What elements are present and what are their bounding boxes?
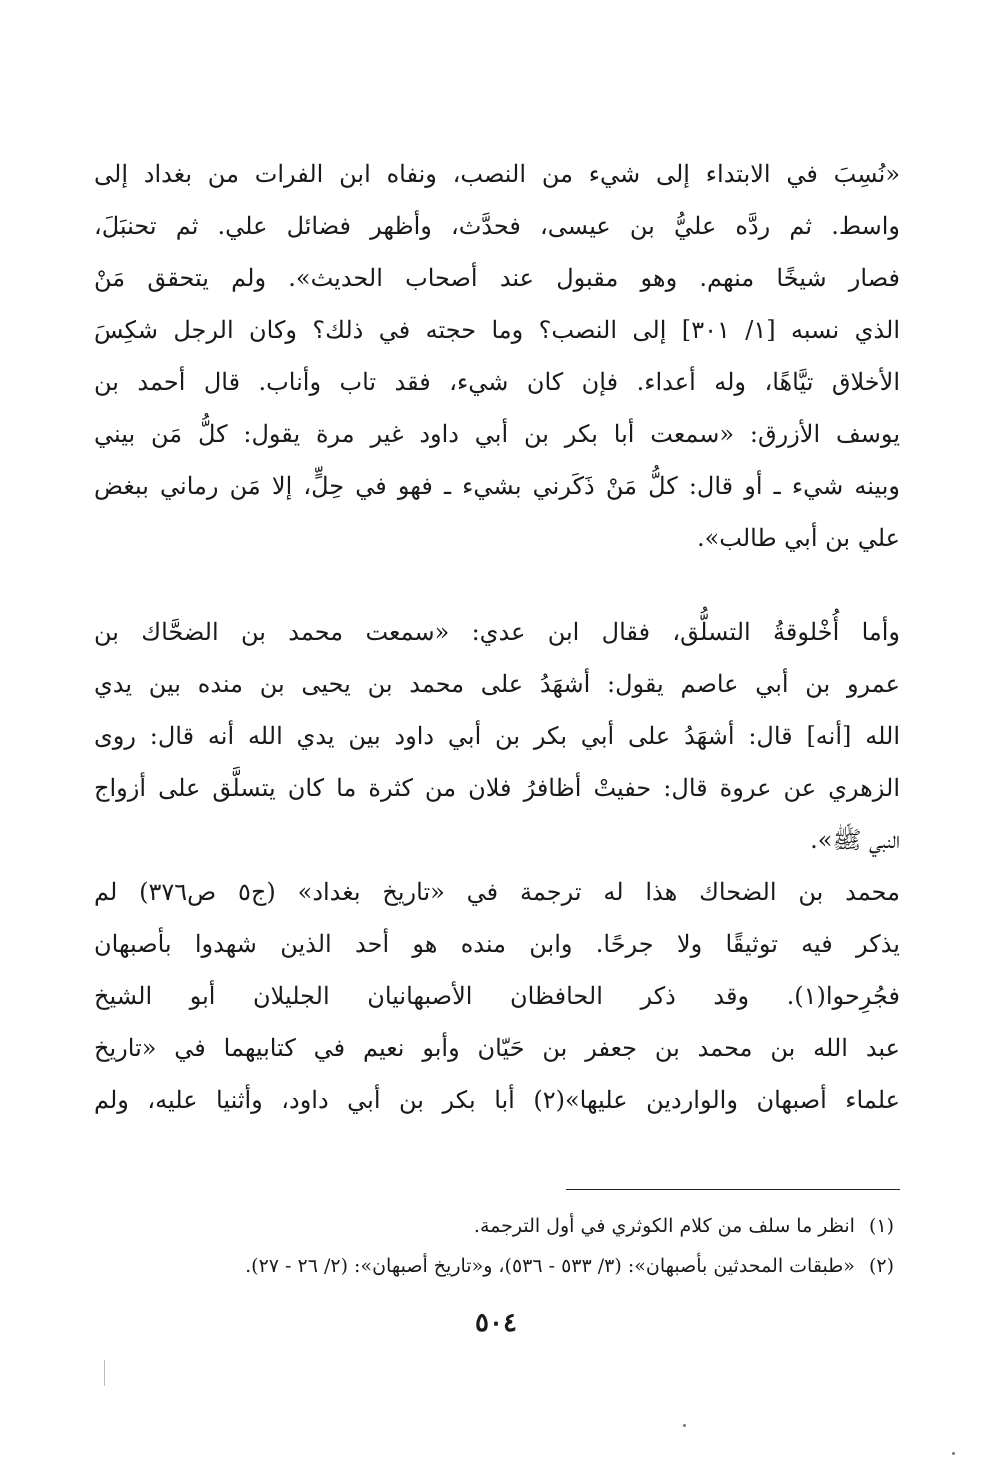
text-line: فجُرِحوا(١). وقد ذكر الحافظان الأصبهانيان الجليلان أبو الشيخ: [94, 982, 900, 1010]
text-line: علماء أصبهان والواردين عليها»(٢) أبا بكر بن أبي داود، وأثنيا عليه، ولم: [94, 1086, 900, 1114]
footnote-1: [94, 1206, 894, 1246]
text-line: الله [أنه] قال: أشهَدُ على أبي بكر بن أبي داود بين يدي الله أنه قال: روى: [94, 722, 900, 750]
text-line: يوسف الأزرق: «سمعت أبا بكر بن أبي داود غير مرة يقول: كلُّ مَن بيني: [94, 420, 900, 448]
footnotes: [94, 1206, 894, 1286]
text-line: عبد الله بن محمد بن جعفر بن حَيّان وأبو نعيم في كتابيهما في «تاريخ: [94, 1034, 900, 1062]
text-line: «نُسِبَ في الابتداء إلى شيء من النصب، ونفاه ابن الفرات من بغداد إلى: [94, 160, 900, 188]
text-line: وأما أُخْلوقةُ التسلُّق، فقال ابن عدي: «سمعت محمد بن الضحَّاك بن: [94, 618, 900, 646]
footnote-number: (١): [868, 1215, 894, 1237]
text-line: وبينه شيء ـ أو قال: كلُّ مَنْ ذَكَرني بشيء ـ فهو في حِلٍّ، إلا مَن رماني ببغض: [94, 472, 900, 500]
paragraph-2: [94, 606, 900, 866]
text-line: فصار شيخًا منهم. وهو مقبول عند أصحاب الحديث». ولم يتحقق مَنْ: [94, 264, 900, 292]
text-line: النبي ﷺ».: [810, 826, 900, 854]
scan-speck: [952, 1452, 955, 1455]
footnote-2: [94, 1246, 894, 1286]
text-line: الذي نسبه [١/ ٣٠١] إلى النصب؟ وما حجته في ذلك؟ وكان الرجل شكِسَ: [94, 316, 900, 344]
footnote-text: «طبقات المحدثين بأصبهان»: (٣/ ٥٣٣ - ٥٣٦)، و«تاريخ أصبهان»: (٢/ ٢٦ - ٢٧).: [245, 1255, 855, 1277]
scan-edge-mark: [104, 1360, 105, 1386]
footnote-text: انظر ما سلف من كلام الكوثري في أول الترجمة.: [473, 1215, 855, 1237]
text-line: واسط. ثم ردَّه عليُّ بن عيسى، فحدَّث، وأظهر فضائل علي. ثم تحنبَلَ،: [94, 212, 900, 240]
footnote-divider: [566, 1189, 900, 1190]
paragraph-3: [94, 866, 900, 1126]
text-line: محمد بن الضحاك هذا له ترجمة في «تاريخ بغداد» (ج٥ ص٣٧٦) لم: [94, 878, 900, 906]
text-line: يذكر فيه توثيقًا ولا جرحًا. وابن منده هو أحد الذين شهدوا بأصبهان: [94, 930, 900, 958]
page-number: ٥٠٤: [475, 1308, 517, 1338]
text-line: الزهري عن عروة قال: حفيتْ أظافرُ فلان من كثرة ما كان يتسلَّق على أزواج: [94, 774, 900, 802]
paragraph-1: [94, 148, 900, 564]
footnote-number: (٢): [868, 1255, 894, 1277]
text-line: عمرو بن أبي عاصم يقول: أشهَدُ على محمد بن يحيى بن منده بين يدي: [94, 670, 900, 698]
scan-speck: [683, 1424, 686, 1427]
text-line: علي بن أبي طالب».: [696, 524, 900, 552]
text-line: الأخلاق تيَّاهًا، وله أعداء. فإن كان شيء، فقد تاب وأناب. قال أحمد بن: [94, 368, 900, 396]
